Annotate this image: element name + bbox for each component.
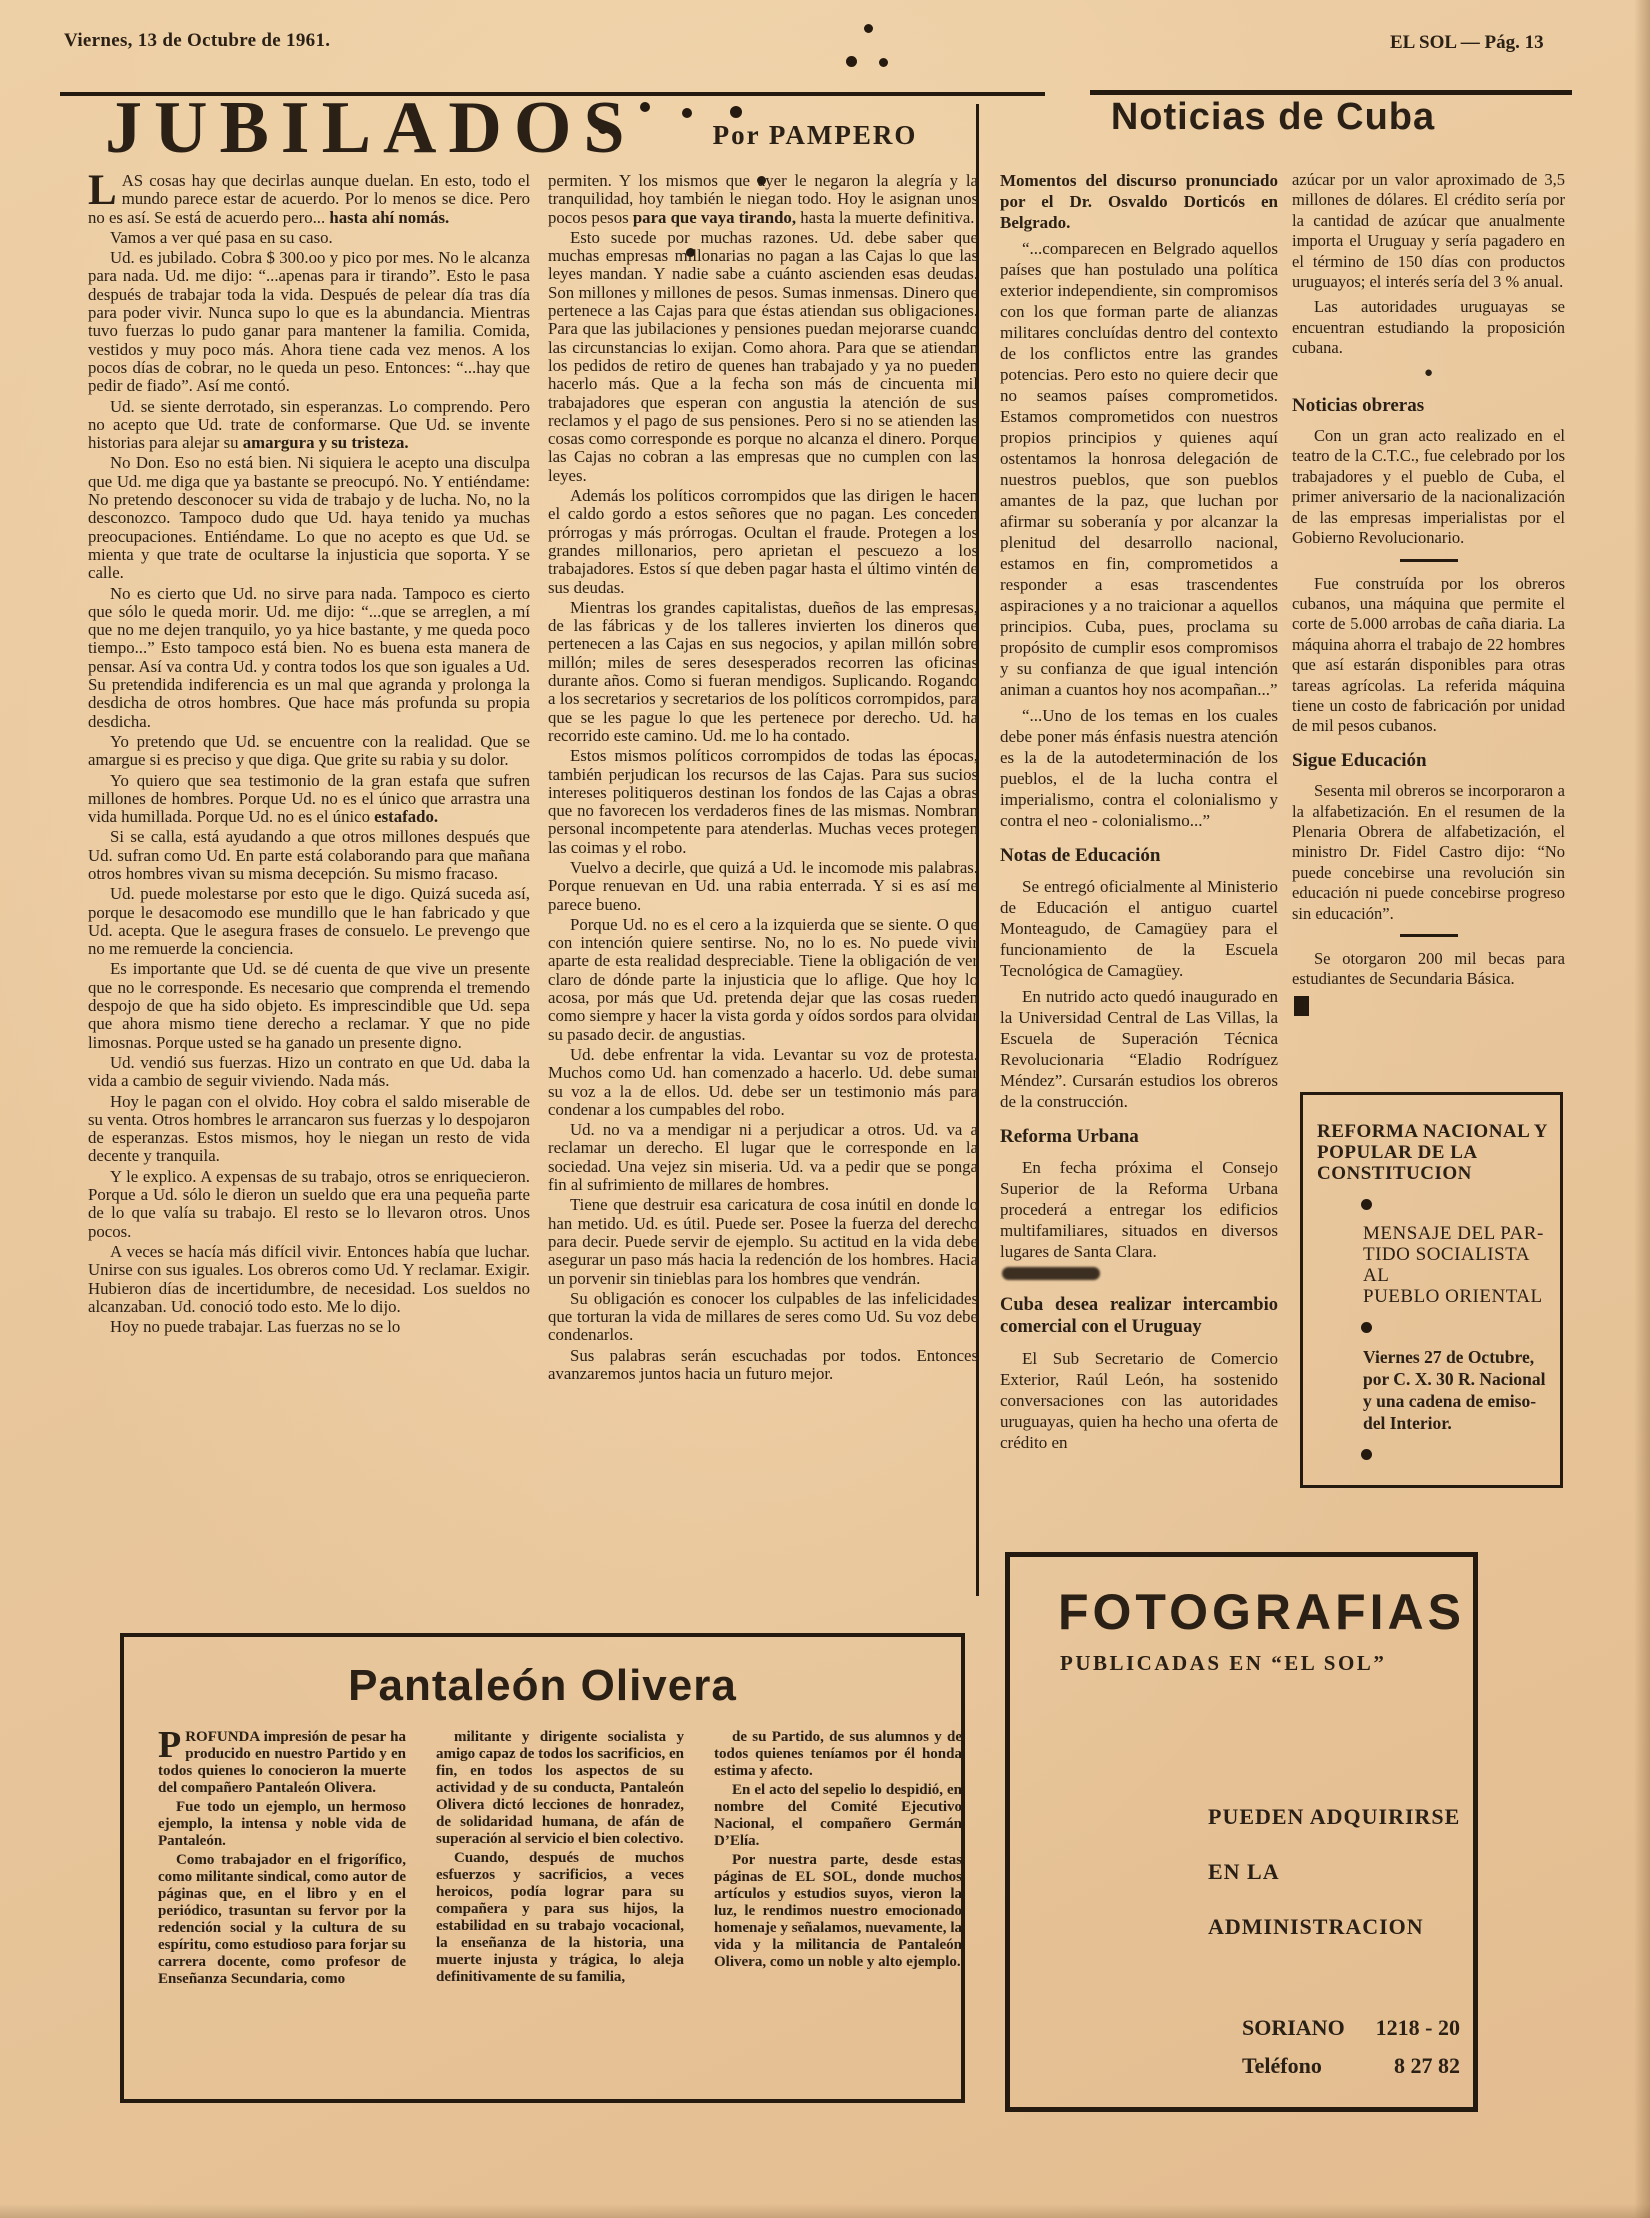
paragraph: Es importante que Ud. se dé cuenta de que vive un presente que no le corresponde. Es necesario que comprenda el tremendo despojo de que ha sido objeto. Es imprescindible que Ud. sepa que ahora mismo tiene derecho a reclamar. Y que no pide limosnas. Porque usted se ha ganado un presente digno. xyxy=(88,959,530,1052)
paragraph: militante y dirigente socialista y amigo capaz de todos los sacrificios, en fin, en todos los aspectos de su actividad y de su conducta, Pantaleón Olivera dictó lecciones de honradez, de solidaridad humana, de afán de superación al servicio el bien colectivo. xyxy=(436,1729,684,1847)
reforma-title: REFORMA NACIONAL Y POPULAR DE LA CONSTITUCION xyxy=(1317,1121,1549,1184)
sub-headline: Cuba desea realizar intercambio comercial con el Uruguay xyxy=(1000,1295,1278,1338)
page-date: Viernes, 13 de Octubre de 1961. xyxy=(64,30,331,51)
ink-mark xyxy=(1294,996,1309,1016)
pantaleon-columns xyxy=(158,1729,962,2087)
headline-pantaleon-olivera: Pantaleón Olivera xyxy=(348,1661,737,1710)
noticias-column-2 xyxy=(1292,170,1565,1088)
paragraph: Hoy no puede trabajar. Las fuerzas no se lo xyxy=(110,1317,401,1337)
noticias-column-1 xyxy=(1000,170,1278,1545)
paragraph: Yo pretendo que Ud. se encuentre con la realidad. Que se amargue si es preciso y que diga. Que grite su rabia y su dolor. xyxy=(88,731,530,770)
paragraph: Ud. no va a mendigar ni a perjudicar a otros. Ud. va a reclamar un derecho. El lugar que le corresponde en la sociedad. Una vejez sin miseria. Ud. va a pedir que se ponga fin al sufrimiento de millares de hombres. xyxy=(548,1120,978,1195)
headline-jubilados: JUBILADOS xyxy=(105,87,637,169)
ink-dot xyxy=(864,24,873,33)
paragraph: Ud. puede molestarse por esto que le digo. Quizá suceda así, porque le desacomodo ese mundillo que le han fabricado y que Ud. acepta. Que le asegura frases de consuelo. Le prevengo que no me remuerde la conciencia. xyxy=(88,884,530,959)
pantaleon-olivera-box xyxy=(120,1633,965,2103)
paragraph: Se otorgaron 200 mil becas para estudiantes de Secundaria Básica. xyxy=(1292,949,1565,989)
paragraph: Ud. debe enfrentar la vida. Levantar su voz de protesta. Muchos como Ud. han comenzado a hacerlo. Ud. debe sumar su voz a la de ellos. Ud. debe ser un testimonio más para condenar a los cumpables del robo. xyxy=(548,1044,978,1119)
paragraph: Además los políticos corrompidos que las dirigen le hacen el caldo gordo a estos señores que no pagan. Les conceden prórrogas y más prórrogas. Ocultan el fraude. Protegen a los grandes millonarios, pero aprietan el pescuezo a los trabajadores. Estos sí que deben pagar hasta el último vintén de sus deudas. xyxy=(548,486,978,597)
header-rule-right xyxy=(1090,90,1572,95)
fotografias-ad-box xyxy=(1005,1552,1478,2112)
section-heading: Noticias obreras xyxy=(1292,394,1425,416)
bullet-dot xyxy=(1361,1449,1372,1460)
masthead-page-number: EL SOL — Pág. 13 xyxy=(1390,32,1544,53)
paragraph: Vamos a ver qué pasa en su caso. xyxy=(110,227,333,247)
ink-dot xyxy=(879,58,888,67)
ink-dot xyxy=(682,108,692,118)
section-heading: Sigue Educación xyxy=(1292,749,1427,771)
paragraph: Mientras los grandes capitalistas, dueños de las empresas, de las fábricas y de los talleres invierten los dineros que pertenecen a las Cajas en sus negocios, y apilan millón sobre millón; miles de seres desesperados recorren las oficinas durante años. Como si fueran mendigos. Suplicando. Rogando a los secretarios y secretarios de los políticos corrompidos, para que se les pague lo que les pertenece por derecho. Ud. ha recorrido este camino. Ud. me lo ha contado. xyxy=(548,597,978,745)
paragraph: Vuelvo a decirle, que quizá a Ud. le incomode mis palabras. Porque renuevan en Ud. una rabia enterrada. Y si es así me parece bueno. xyxy=(548,857,978,914)
reforma-constitucion-box xyxy=(1300,1092,1563,1488)
bullet-dot: ● xyxy=(1423,364,1434,381)
jubilados-column-1 xyxy=(88,167,530,1338)
section-heading: Notas de Educación xyxy=(1000,845,1161,866)
paragraph: No es cierto que Ud. no sirve para nada. Tampoco es cierto que sólo le queda morir. Ud. me dijo: “...que se arreglen, a mí que no me dejen tranquilo, yo ya hice bastante, y me queda poco tiempo...” Esto tampoco está bien. No es buena esta manera de pensar. Así va contra Ud. y contra todos los que son iguales a Ud. Su pretendida indiferencia es un mal que agranda y prolonga la desdicha de otros hombres. Que hace más profunda su propia desdicha. xyxy=(88,583,530,731)
paragraph: Esto sucede por muchas razones. Ud. debe saber que muchas empresas millonarias no pagan a las Cajas lo que las leyes mandan. Y nadie sabe a cuánto ascienden esas deudas. Son millones y millones de pesos. Sumas inmensas. Dinero que pertenece a las Cajas para que éstas atiendan sus obligaciones. Para que las jubilaciones y pensiones puedan mejorarse cuando las circunstancias lo exijan. Como ahora. Para que se atiendan los pedidos de retiro de quenes han trabajado y ya no pueden hacerlo más. Que a la fecha son más de cincuenta mil trabajadores que esperan con angustia la atención de sus reclamos y el pago de sus pensiones. Pero si no se atienden las cosas como corresponde es porque no alcanza el dinero. Porque las Cajas no cobran a las empresas que no cumplen con las leyes. xyxy=(548,227,978,485)
drop-cap: L xyxy=(88,167,117,214)
pantaleon-column-1 xyxy=(158,1729,406,2087)
paragraph: permiten. Y los mismos que ayer le negaron la alegría y la tranquilidad, hoy también le niegan todo. Hoy le asignan unos pocos pesos para que vaya tirando, hasta la muerte definitiva. xyxy=(548,171,978,227)
paragraph: Las autoridades uruguayas se encuentran estudiando la proposición cubana. xyxy=(1292,297,1565,358)
paragraph: EN LA xyxy=(1208,1859,1280,1884)
paragraph: PROFUNDA impresión de pesar ha producido en nuestro Partido y en todos quienes lo conocieron la muerte del compañero Pantaleón Olivera. xyxy=(158,1729,406,1796)
paragraph: Y le explico. A expensas de su trabajo, otros se enriquecieron. Porque a Ud. sólo le dieron un sueldo que era una pequeña parte de lo que valía su trabajo. El resto se lo llevaron otros. Unos pocos. xyxy=(88,1166,530,1241)
page-edge-shadow-right xyxy=(1634,0,1650,2218)
paragraph: Ud. vendió sus fuerzas. Hizo un contrato en que Ud. daba la vida a cambio de seguir viviendo. Nada más. xyxy=(88,1052,530,1091)
ink-dot xyxy=(846,56,857,67)
paragraph: Fue construída por los obreros cubanos, una máquina que permite el corte de 5.000 arrobas de caña diaria. La máquina ahorra el trabajo de 22 hombres que así estarán disponibles para otras tareas agrícolas. La referida máquina tiene un costo de fabricación por unidad de mil pesos cubanos. xyxy=(1292,573,1565,736)
paragraph: Cuando, después de muchos esfuerzos y sacrificios, a veces heroicos, podía lograr para su compañera y para sus hijos, la estabilidad en su trabajo vocacional, la enseñanza de la historia, una muerte injusta y trágica, lo aleja definitivamente de su familia, xyxy=(436,1850,684,1985)
paragraph: Sus palabras serán escuchadas por todos. Entonces avanzaremos juntos hacia un futuro mejor. xyxy=(548,1345,978,1383)
paragraph: de su Partido, de sus alumnos y de todos quienes teníamos por él honda estima y afecto. xyxy=(714,1729,962,1779)
bullet-dot xyxy=(1361,1199,1372,1210)
fotografias-title: FOTOGRAFIAS xyxy=(1058,1584,1465,1640)
fotografias-subtitle: PUBLICADAS EN “EL SOL” xyxy=(1060,1651,1387,1675)
paragraph: Yo quiero que sea testimonio de la gran estafa que sufren millones de hombres. Porque Ud. no es el único que arrastra una vida humillada. Porque Ud. no es el único estafado. xyxy=(88,770,530,827)
paragraph: azúcar por un valor aproximado de 3,5 millones de dólares. El crédito sería por la cantidad de azúcar que anualmente importa el Uruguay y sería pagadero en el término de 150 días con productos uruguayos; el interés sería del 3 % anual. xyxy=(1292,170,1565,292)
phone-value: 8 27 82 xyxy=(1394,2053,1460,2078)
byline-pampero: Por PAMPERO xyxy=(712,120,918,150)
paragraph: “...comparecen en Belgrado aquellos países que han postulado una política exterior independiente, sin compromisos con los que forman parte de alianzas militares concluídas dentro del contexto de los conflictos entre las grandes potencias. Pero esto no quiere decir que no seamos países comprometidos. Estamos comprometidos con nuestros propios principios y quienes aquí ostentamos la honrosa delegación de nuestros pueblos, que son pueblos amantes de la paz, que luchan por afirmar su soberanía y por alcanzar la plenitud del desarrollo nacional, estamos en fin, comprometidos a responder a esas trascendentes aspiraciones y a no traicionar a aquellos principios. Cuba, pues, proclama su propósito de cumplir esos compromisos y su confianza de que igual intención animan a cuantos hoy nos acompañan...” xyxy=(1000,239,1278,699)
paragraph: No Don. Eso no está bien. Ni siquiera le acepto una disculpa que Ud. me diga que ya bastante se preocupó. No. Y entiéndame: No pretendo desconocer su vida de trabajo y de lucha. No, no la desconozco. Tampoco dudo que Ud. haya tenido ya muchas preocupaciones. Entiéndame. Lo que no acepto es que Ud. se mienta y que trate de ocultarse la injusticia que soporta. Y se calle. xyxy=(88,453,530,583)
paragraph: “...Uno de los temas en los cuales debe poner más énfasis nuestra atención es la de la autodeterminación de los pueblos, el de la lucha contra el imperialismo, contra el colonialismo y contra el neo - colonialismo...” xyxy=(1000,706,1278,830)
address-row xyxy=(1242,2015,1460,2041)
paragraph: Tiene que destruir esa caricatura de cosa inútil en donde lo han metido. Ud. es útil. Puede ser. Posee la fuerza del derecho para decir. Puede servir de ejemplo. Su actitud en la vida debe asegurar un paso más hacia la redención de los hombres. Hacia un porvenir sin tinieblas para los hombres que vendrán. xyxy=(548,1195,978,1288)
paragraph: Con un gran acto realizado en el teatro de la C.T.C., fue celebrado por los trabajadores y el pueblo de Cuba, el primer aniversario de la nacionalización de las empresas imperialistas por el Gobierno Revolucionario. xyxy=(1292,426,1565,548)
paragraph: A veces se hacía más difícil vivir. Entonces había que luchar. Unirse con sus iguales. Los obreros como Ud. Y reclamar. Exigir. Hubieron días de incertidumbre, de necesidad. Los sueldos no alcanzaban. Ud. conoció todo esto. Me lo dijo. xyxy=(88,1241,530,1316)
pantaleon-column-2 xyxy=(436,1729,684,2087)
headline-noticias-de-cuba: Noticias de Cuba xyxy=(1110,96,1436,138)
bullet-dot xyxy=(1361,1322,1372,1333)
jubilados-column-2 xyxy=(548,172,978,1385)
ink-dot xyxy=(730,106,742,118)
paragraph: Ud. se siente derrotado, sin esperanzas. Lo comprendo. Pero no acepto que Ud. trate de conformarse. Que Ud. se invente historias para alejar su amargura y su tristeza. xyxy=(88,396,530,453)
page-edge-shadow-bottom xyxy=(0,2204,1650,2218)
reforma-schedule: Viernes 27 de Octubre, por C. X. 30 R. Nacional y una cadena de emiso- del Interior. xyxy=(1363,1347,1546,1433)
ink-smudge xyxy=(1002,1267,1100,1280)
fotografias-contact xyxy=(1242,2015,1460,2091)
paragraph: Se entregó oficialmente al Ministerio de Educación el antiguo cuartel Monteagudo, de Camagüey para el funcionamiento de la Escuela Tecnológica de Camagüey. xyxy=(1000,877,1278,980)
paragraph: PUEDEN ADQUIRIRSE xyxy=(1208,1804,1461,1829)
pantaleon-column-3 xyxy=(714,1729,962,2087)
phone-row xyxy=(1242,2053,1460,2079)
section-heading: Reforma Urbana xyxy=(1000,1126,1139,1147)
paragraph: Porque Ud. no es el cero a la izquierda que se siente. O que con intención quiere sentirse. No, no lo es. No puede vivir aparte de esta realidad despreciable. Tiene la obligación de ver claro de dónde parte la injusticia que lo aflige. Que hoy lo acosa, por más que Ud. pretenda dejar que las cosas rueden como siempre y hacer la vista gorda y oídos sordos para olvidar su pasado decir. de angustias. xyxy=(548,914,978,1044)
paragraph: Hoy le pagan con el olvido. Hoy cobra el saldo miserable de su venta. Otros hombres le arrancaron sus fuerzas y lo despojaron de esperanzas. Estos mismos, hoy le niegan un resto de vida decente y tranquila. xyxy=(88,1091,530,1166)
paragraph: Si se calla, está ayudando a que otros millones después que Ud. sufran como Ud. En parte está colaborando para que mañana otros hombres vivan su misma decepción. Su mismo fracaso. xyxy=(88,827,530,883)
address-label: SORIANO xyxy=(1242,2015,1345,2040)
paragraph: En el acto del sepelio lo despidió, en nombre del Comité Ejecutivo Nacional, el compañero Germán D’Elía. xyxy=(714,1782,962,1849)
paragraph: Como trabajador en el frigorífico, como militante sindical, como autor de páginas que, en el libro y en el periódico, trasuntan su fervor por la redención social y la cultura de su espíritu, como estudioso para forjar su carrera docente, como profesor de Enseñanza Secundaria, como xyxy=(158,1852,406,1987)
fotografias-lines xyxy=(1208,1789,1460,1954)
paragraph: El Sub Secretario de Comercio Exterior, Raúl León, ha sostenido conversaciones con las autoridades uruguayas, quien ha hecho una oferta de crédito en xyxy=(1000,1349,1278,1453)
paragraph: En fecha próxima el Consejo Superior de la Reforma Urbana procederá a entregar los edificios multifamiliares, situados en diversos lugares de Santa Clara. xyxy=(1000,1158,1278,1261)
address-value: 1218 - 20 xyxy=(1375,2015,1460,2040)
paragraph: LAS cosas hay que decirlas aunque duelan. En esto, todo el mundo parece estar de acuerdo. Por lo menos se dice. Pero no es así. Se está de acuerdo pero... hasta ahí nomás. xyxy=(88,167,530,227)
paragraph: Ud. es jubilado. Cobra $ 300.oo y pico por mes. No le alcanza para nada. Ud. me dijo: “...apenas para ir tirando”. Esto le pasa después de trabajar toda la vida. Después de pelear día tras día para poder vivir. Nunca supo lo que es la abundancia. Mientras tuvo fuerzas lo pudo ganar para mantener la familia. Comida, vestidos y muy poco más. Ahora tiene cada vez menos. A los pocos días de cobrar, no le queda un peso. Entonces: “...hay que pedir de fiado”. Así me contó. xyxy=(88,248,530,396)
paragraph: Sesenta mil obreros se incorporaron a la alfabetización. En el resumen de la Plenaria Obrera de alfabetización, el ministro Dr. Fidel Castro dijo: “No puede concebirse una revolución sin educación ni puede concebirse progreso sin educación”. xyxy=(1292,781,1565,923)
reforma-subtitle: MENSAJE DEL PAR- TIDO SOCIALISTA AL PUEBLO ORIENTAL xyxy=(1363,1223,1544,1307)
ink-dot xyxy=(640,102,650,112)
drop-cap: P xyxy=(158,1729,182,1766)
paragraph: En nutrido acto quedó inaugurado en la Universidad Central de Las Villas, la Escuela de Superación Técnica Revolucionaria “Eladio Rodríguez Méndez”. Cursarán estudios los obreros de la construcción. xyxy=(1000,987,1278,1111)
paragraph: Fue todo un ejemplo, un hermoso ejemplo, la intensa y noble vida de Pantaleón. xyxy=(158,1799,406,1849)
separator-rule xyxy=(1400,934,1458,937)
phone-label: Teléfono xyxy=(1242,2053,1322,2078)
paragraph: Por nuestra parte, desde estas páginas de EL SOL, donde muchos artículos y estudios suyos, vieron la luz, le rendimos nuestro emocionado homenaje y señalamos, nuevamente, la vida y la militancia de Pantaleón Olivera, como un noble y alto ejemplo. xyxy=(714,1852,962,1970)
paragraph: Estos mismos políticos corrompidos de todas las épocas, también perjudican los recursos de las Cajas. Para sus sucios intereses politiqueros destinan los fondos de las Cajas a obras que no favorecen los verdaderos fines de las mismas. Nombran personal incompetente para atenderlas. Muchas veces protegen las coimas y el robo. xyxy=(548,746,978,857)
paragraph: Momentos del discurso pronunciado por el Dr. Osvaldo Dorticós en Belgrado. xyxy=(1000,171,1278,232)
paragraph: ADMINISTRACION xyxy=(1208,1914,1424,1939)
separator-rule xyxy=(1400,559,1458,562)
paragraph: Su obligación es conocer los culpables de las infelicidades que torturan la vida de millares de seres como Ud. Su voz debe condenarlos. xyxy=(548,1288,978,1345)
